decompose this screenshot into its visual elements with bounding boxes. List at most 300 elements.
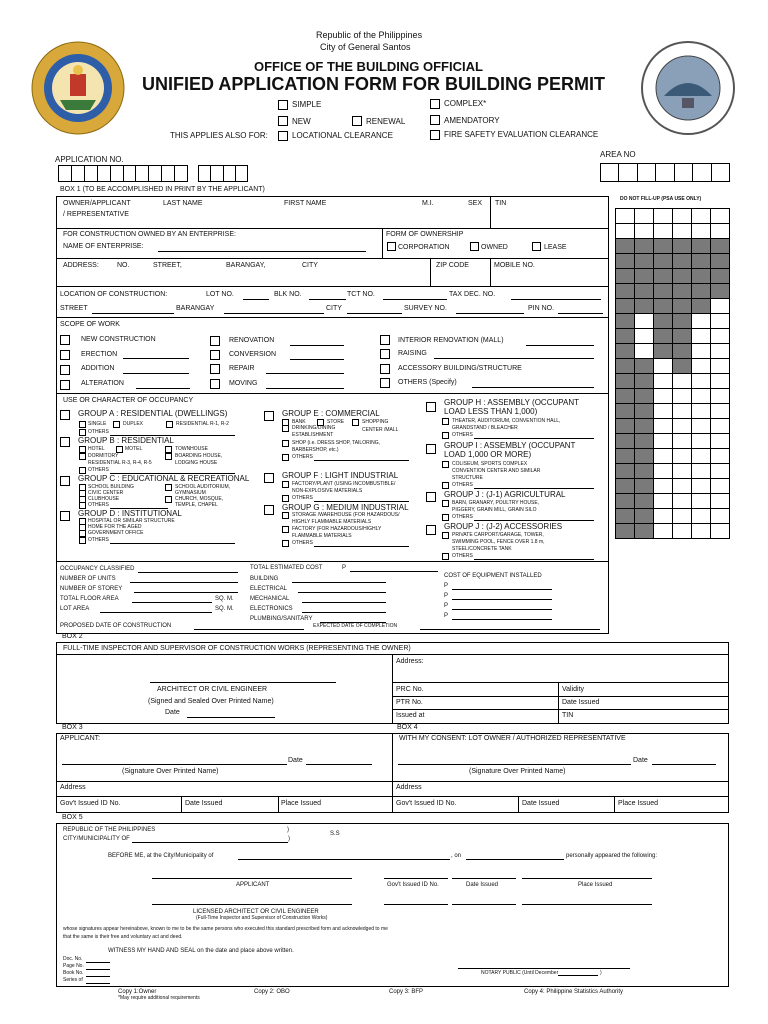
addition-checkbox[interactable]: [60, 365, 70, 375]
box4-place-issued-label: Place Issued: [618, 800, 659, 807]
duplex-checkbox[interactable]: [113, 421, 120, 428]
locational-checkbox[interactable]: [278, 131, 288, 141]
group-i-checkbox[interactable]: [426, 444, 436, 454]
theater-checkbox[interactable]: [442, 418, 449, 425]
copy-obo-label: Copy 2: OBO: [254, 989, 290, 995]
psa-grid-cell: [615, 523, 635, 539]
psa-grid-cell: [710, 358, 730, 374]
psa-grid-cell: [634, 253, 654, 269]
psa-grid-cell: [691, 388, 711, 404]
psa-grid-cell: [615, 358, 635, 374]
group-h-label-2: LOAD LESS THAN 1,000): [444, 407, 538, 416]
church-label: CHURCH, MOSQUE,: [175, 496, 224, 502]
new-construction-label: NEW CONSTRUCTION: [81, 336, 156, 343]
fire-checkbox[interactable]: [430, 130, 440, 140]
psa-grid-cell: [615, 373, 635, 389]
boarding-checkbox[interactable]: [165, 453, 172, 460]
psa-grid-cell: [691, 403, 711, 419]
psa-grid-cell: [710, 328, 730, 344]
psa-grid-cell: [634, 268, 654, 284]
alteration-checkbox[interactable]: [60, 380, 70, 390]
renewal-label: RENEWAL: [366, 117, 406, 126]
address-city-label: CITY: [302, 262, 318, 269]
psa-grid-cell: [710, 493, 730, 509]
tct-label: TCT NO.: [347, 291, 375, 298]
psa-grid-cell: [653, 298, 673, 314]
psa-grid-cell: [615, 283, 635, 299]
others-b-checkbox[interactable]: [79, 467, 86, 474]
witness-text: WITNESS MY HAND AND SEAL on the date and place above written.: [108, 948, 294, 954]
psa-grid-cell: [653, 373, 673, 389]
group-e-label: GROUP E : COMMERCIAL: [282, 409, 380, 418]
validity-label: Validity: [562, 686, 585, 693]
storey-label: NUMBER OF STOREY: [60, 586, 123, 592]
renewal-checkbox[interactable]: [352, 116, 362, 126]
gov-office-checkbox[interactable]: [79, 530, 86, 537]
interior-renovation-checkbox[interactable]: [380, 335, 390, 345]
simple-checkbox[interactable]: [278, 100, 288, 110]
shop-checkbox[interactable]: [282, 440, 289, 447]
nonexplosive-label: NON-EXPLOSIVE MATERIALS: [292, 488, 363, 494]
psa-grid-cell: [691, 283, 711, 299]
appeared-label: personally appeared the following:: [566, 853, 658, 859]
paren-2: ): [288, 836, 290, 842]
hotel-label: HOTEL: [88, 446, 105, 452]
psa-grid-cell: [615, 463, 635, 479]
psa-grid-cell: [634, 208, 654, 224]
factory-f-checkbox[interactable]: [282, 481, 289, 488]
issued-at-label: Issued at: [396, 712, 425, 719]
licensed-label: LICENSED ARCHITECT OR CIVIL ENGINEER: [193, 909, 319, 915]
first-name-label: FIRST NAME: [284, 200, 327, 207]
area-no-label: AREA NO: [600, 150, 636, 159]
psa-grid-cell: [615, 448, 635, 464]
townhouse-checkbox[interactable]: [165, 446, 172, 453]
psa-grid-cell: [691, 208, 711, 224]
coliseum-checkbox[interactable]: [442, 461, 449, 468]
psa-grid-cell: [653, 478, 673, 494]
storage-checkbox[interactable]: [282, 512, 289, 519]
amendatory-label: AMENDATORY: [444, 116, 500, 125]
psa-grid-cell: [615, 418, 635, 434]
repair-checkbox[interactable]: [210, 364, 220, 374]
group-e-checkbox[interactable]: [264, 411, 274, 421]
group-j2-checkbox[interactable]: [426, 525, 436, 535]
psa-grid-cell: [710, 523, 730, 539]
duplex-label: DUPLEX: [123, 421, 144, 427]
psa-grid-cell: [615, 268, 635, 284]
occupancy-title: USE OR CHARACTER OF OCCUPANCY: [63, 397, 194, 404]
box3-title: BOX 3: [62, 724, 83, 731]
psa-grid-cell: [710, 283, 730, 299]
others-c-label: OTHERS: [88, 502, 109, 508]
page-no-label: Page No.: [63, 963, 84, 969]
box2-header: FULL-TIME INSPECTOR AND SUPERVISOR OF CONSTRUCTION WORKS (REPRESENTING THE OWNER): [63, 645, 411, 652]
psa-grid-cell: [691, 328, 711, 344]
box5-applicant-label: APPLICANT: [236, 882, 270, 888]
ptr-label: PTR No.: [396, 699, 423, 706]
others-b-label: OTHERS: [88, 467, 109, 473]
group-d-checkbox[interactable]: [60, 511, 70, 521]
erection-label: ERECTION: [81, 351, 118, 358]
owned-checkbox[interactable]: [470, 242, 479, 251]
on-label: , on: [451, 853, 462, 859]
psa-grid-cell: [710, 238, 730, 254]
psa-grid-cell: [615, 298, 635, 314]
psa-grid-cell: [615, 208, 635, 224]
psa-grid-cell: [634, 508, 654, 524]
psa-grid-cell: [710, 463, 730, 479]
city-seal-left: [30, 40, 126, 136]
locational-label: LOCATIONAL CLEARANCE: [292, 131, 393, 140]
group-g-checkbox[interactable]: [264, 505, 274, 515]
others-f-label: OTHERS: [292, 495, 313, 501]
lease-label: LEASE: [544, 244, 567, 251]
conversion-checkbox[interactable]: [210, 350, 220, 360]
psa-grid-cell: [634, 448, 654, 464]
group-c-checkbox[interactable]: [60, 476, 70, 486]
enterprise-question: FOR CONSTRUCTION OWNED BY AN ENTERPRISE:: [63, 231, 236, 238]
box5-date-issued-label: Date Issued: [466, 882, 499, 888]
psa-grid-cell: [634, 298, 654, 314]
hotel-checkbox[interactable]: [79, 446, 86, 453]
ownership-label: FORM OF OWNERSHIP: [386, 231, 464, 238]
psa-grid-cell: [634, 418, 654, 434]
psa-grid-cell: [634, 433, 654, 449]
psa-grid-cell: [653, 313, 673, 329]
copy-bfp-label: Copy 3: BFP: [389, 989, 424, 995]
psa-grid-cell: [691, 268, 711, 284]
form-title: UNIFIED APPLICATION FORM FOR BUILDING PERMIT: [142, 74, 605, 94]
city2-label: CITY: [326, 305, 342, 312]
complex-checkbox[interactable]: [430, 99, 440, 109]
amendatory-checkbox[interactable]: [430, 115, 440, 125]
dormitory-checkbox[interactable]: [79, 453, 86, 460]
psa-grid-cell: [672, 358, 692, 374]
shopping-label: SHOPPING: [362, 419, 389, 425]
last-name-label: LAST NAME: [163, 200, 203, 207]
psa-grid-cell: [634, 328, 654, 344]
fire-label: FIRE SAFETY EVALUATION CLEARANCE: [444, 130, 599, 139]
units-label: NUMBER OF UNITS: [60, 576, 116, 582]
church-checkbox[interactable]: [165, 496, 172, 503]
motel-label: MOTEL: [125, 446, 143, 452]
psa-grid-cell: [634, 373, 654, 389]
survey-label: SURVEY NO.: [404, 305, 447, 312]
office-title: OFFICE OF THE BUILDING OFFICIAL: [254, 59, 483, 74]
others-scope-label: OTHERS (Specify): [398, 379, 457, 386]
psa-grid-cell: [691, 253, 711, 269]
psa-grid-cell: [672, 448, 692, 464]
psa-grid-cell: [710, 403, 730, 419]
pin-label: PIN NO.: [528, 305, 555, 312]
application-no-label: APPLICATION NO.: [55, 155, 124, 164]
paren-1: ): [287, 827, 289, 833]
others-g-checkbox[interactable]: [282, 540, 289, 547]
res-r1-label: RESIDENTIAL R-1, R-2: [176, 421, 229, 427]
notary-label: NOTARY PUBLIC (Until December: [481, 970, 559, 976]
others-e-label: OTHERS: [292, 454, 313, 460]
group-j1-checkbox[interactable]: [426, 492, 436, 502]
doc-no-label: Doc. No.: [63, 956, 83, 962]
temple-label: TEMPLE, CHAPEL: [175, 502, 218, 508]
equip-p2: P: [444, 593, 449, 599]
psa-grid-cell: [615, 223, 635, 239]
others-e-checkbox[interactable]: [282, 454, 289, 461]
psa-grid-cell: [691, 493, 711, 509]
corporation-checkbox[interactable]: [387, 242, 396, 251]
repair-label: REPAIR: [229, 365, 255, 372]
building-cost-label: BUILDING: [250, 576, 279, 582]
electrical-cost-label: ELECTRICAL: [250, 586, 288, 592]
barangay2-label: BARANGAY: [176, 305, 215, 312]
townhouse-label: TOWNHOUSE: [175, 446, 208, 452]
accessory-label: ACCESSORY BUILDING/STRUCTURE: [398, 365, 522, 372]
moving-checkbox[interactable]: [210, 379, 220, 389]
psa-grid-cell: [615, 343, 635, 359]
sex-label: SEX: [468, 200, 483, 207]
res-r1-checkbox[interactable]: [166, 421, 173, 428]
psa-grid-cell: [672, 388, 692, 404]
psa-grid-cell: [710, 313, 730, 329]
psa-grid-cell: [653, 508, 673, 524]
group-j2-label: GROUP J : (J-2) ACCESSORIES: [444, 522, 563, 531]
lot-label: LOT NO.: [206, 291, 234, 298]
interior-renovation-label: INTERIOR RENOVATION (MALL): [398, 337, 504, 344]
application-no-boxes-2[interactable]: [198, 165, 248, 182]
psa-grid-cell: [634, 388, 654, 404]
psa-grid-cell: [672, 508, 692, 524]
owned-label: OWNED: [481, 244, 508, 251]
others-g-label: OTHERS: [292, 540, 313, 546]
mobile-label: MOBILE NO.: [494, 262, 535, 269]
new-checkbox[interactable]: [278, 116, 288, 126]
signed-sealed-label: (Signed and Sealed Over Printed Name): [148, 698, 274, 705]
obo-seal-right: [640, 40, 736, 136]
psa-grid-cell: [615, 403, 635, 419]
equip-p3: P: [444, 603, 449, 609]
address-label: ADDRESS:: [63, 262, 99, 269]
others-j2-checkbox[interactable]: [442, 553, 449, 560]
zip-label: ZIP CODE: [436, 262, 469, 269]
psa-grid-cell: [653, 283, 673, 299]
box5-city: CITY/MUNICIPALITY OF: [63, 836, 130, 842]
architect-label: ARCHITECT OR CIVIL ENGINEER: [157, 686, 268, 693]
lease-checkbox[interactable]: [532, 242, 541, 251]
others-c-checkbox[interactable]: [79, 502, 86, 509]
others-i-checkbox[interactable]: [442, 482, 449, 489]
carport-checkbox[interactable]: [442, 532, 449, 539]
psa-grid-cell: [710, 223, 730, 239]
total-cost-p: P: [342, 565, 347, 571]
single-checkbox[interactable]: [79, 421, 86, 428]
raising-label: RAISING: [398, 350, 427, 357]
auditorium-checkbox[interactable]: [165, 484, 172, 491]
piggery-label: PIGGERY, GRAIN MILL, GRAIN SILO: [452, 507, 537, 513]
others-a-checkbox[interactable]: [79, 429, 86, 436]
psa-grid-cell: [672, 343, 692, 359]
proposed-date-label: PROPOSED DATE OF CONSTRUCTION: [60, 623, 172, 629]
expected-date-label: EXPECTED DATE OF COMPLETION: [313, 623, 398, 629]
box4-address-label: Address: [396, 784, 422, 791]
gov-office-label: GOVERNMENT OFFICE: [88, 530, 144, 536]
psa-grid-cell: [615, 433, 635, 449]
group-g-label: GROUP G : MEDIUM INDUSTRIAL: [282, 503, 409, 512]
barn-checkbox[interactable]: [442, 500, 449, 507]
box4-date-issued-label: Date Issued: [522, 800, 560, 807]
whose-text: whose signatures appear hereinabove, known to me to be the same persons who executed this standard prescribed form and acknowledged to me: [63, 926, 388, 932]
others-h-label: OTHERS: [452, 432, 473, 438]
motel-checkbox[interactable]: [116, 446, 123, 453]
box2-address-label: Address:: [396, 658, 424, 665]
lodging-label: LODGING HOUSE: [175, 460, 218, 466]
psa-grid-cell: [653, 418, 673, 434]
carport-label: PRIVATE CARPORT/GARAGE, TOWER,: [452, 532, 544, 538]
psa-grid-cell: [710, 268, 730, 284]
notary-paren: ): [600, 970, 602, 976]
new-construction-checkbox[interactable]: [60, 335, 70, 345]
others-d-label: OTHERS: [88, 537, 109, 543]
psa-grid-cell: [672, 493, 692, 509]
psa-grid-cell: [615, 508, 635, 524]
psa-grid-cell: [634, 238, 654, 254]
box3-date-issued-label: Date Issued: [185, 800, 223, 807]
box5-title: BOX 5: [62, 814, 83, 821]
others-a-label: OTHERS: [88, 429, 109, 435]
psa-grid-cell: [615, 328, 635, 344]
bank-label: BANK: [292, 419, 306, 425]
box2-title: BOX 2: [62, 633, 83, 640]
psa-grid-cell: [691, 523, 711, 539]
psa-grid-cell: [710, 388, 730, 404]
others-f-checkbox[interactable]: [282, 495, 289, 502]
psa-grid-cell: [672, 373, 692, 389]
others-j1-checkbox[interactable]: [442, 514, 449, 521]
conversion-label: CONVERSION: [229, 351, 277, 358]
psa-grid-cell: [653, 433, 673, 449]
area-no-boxes[interactable]: [600, 163, 730, 182]
others-scope-checkbox[interactable]: [380, 378, 390, 388]
erection-checkbox[interactable]: [60, 350, 70, 360]
psa-grid-cell: [653, 493, 673, 509]
others-d-checkbox[interactable]: [79, 537, 86, 544]
shopping-checkbox[interactable]: [352, 419, 359, 426]
psa-grid-cell: [672, 223, 692, 239]
copy-psa-label: Copy 4: Philippine Statistics Authority: [524, 989, 624, 995]
street2-label: STREET: [60, 305, 88, 312]
grandstand-label: GRANDSTAND / BLEACHER: [452, 425, 518, 431]
box5-govt-id-label: Gov't Issued ID No.: [387, 882, 439, 888]
equipment-label: COST OF EQUIPMENT INSTALLED: [444, 573, 542, 579]
psa-grid-cell: [691, 373, 711, 389]
psa-grid: [615, 208, 729, 538]
dining-label: DRINKING/DINING: [292, 425, 336, 431]
aged-label: HOME FOR THE AGED: [88, 524, 142, 530]
psa-grid-cell: [672, 433, 692, 449]
moving-label: MOVING: [229, 380, 258, 387]
psa-grid-cell: [653, 403, 673, 419]
psa-grid-cell: [653, 208, 673, 224]
group-h-checkbox[interactable]: [426, 402, 436, 412]
factory-g-label: FACTORY (FOR HAZARDOUS/HIGHLY: [292, 526, 382, 532]
applicant-label: APPLICANT:: [60, 735, 101, 742]
loc-construction-label: LOCATION OF CONSTRUCTION:: [60, 291, 168, 298]
factory-f-label: FACTORY/PLANT (USING INCOMBUSTIBLE/: [292, 481, 396, 487]
group-j1-label: GROUP J : (J-1) AGRICULTURAL: [444, 490, 566, 499]
psa-grid-cell: [634, 523, 654, 539]
barber-label: BARBERSHOP, etc.): [292, 447, 339, 453]
psa-grid-cell: [672, 208, 692, 224]
floor-sqm-label: SQ. M.: [215, 596, 234, 602]
psa-grid-cell: [672, 298, 692, 314]
factory-g-checkbox[interactable]: [282, 526, 289, 533]
group-a-checkbox[interactable]: [60, 410, 70, 420]
psa-grid-cell: [710, 508, 730, 524]
box5-frame: [56, 823, 729, 987]
tax-dec-label: TAX DEC. NO.: [449, 291, 496, 298]
psa-grid-cell: [710, 373, 730, 389]
storage-label: STORAGE /WAREHOUSE (FOR HAZARDOUS/: [292, 512, 400, 518]
others-j2-label: OTHERS: [452, 553, 473, 559]
psa-grid-cell: [710, 433, 730, 449]
school-label: SCHOOL BUILDING: [88, 484, 134, 490]
psa-grid-cell: [653, 448, 673, 464]
psa-grid-cell: [634, 343, 654, 359]
psa-grid-cell: [691, 463, 711, 479]
that-text: that the same is their free and voluntary act and deed.: [63, 934, 183, 940]
psa-grid-cell: [653, 343, 673, 359]
others-h-checkbox[interactable]: [442, 432, 449, 439]
application-no-boxes[interactable]: [58, 165, 188, 182]
psa-grid-cell: [634, 478, 654, 494]
psa-grid-cell: [672, 478, 692, 494]
theater-label: THEATER, AUDITORIUM, CONVENTION HALL,: [452, 418, 561, 424]
psa-grid-cell: [710, 253, 730, 269]
psa-grid-cell: [672, 283, 692, 299]
box3-date-label: Date: [288, 757, 303, 764]
psa-grid-cell: [710, 208, 730, 224]
psa-grid-cell: [615, 253, 635, 269]
psa-grid-cell: [672, 238, 692, 254]
psa-grid-cell: [691, 478, 711, 494]
renovation-checkbox[interactable]: [210, 336, 220, 346]
psa-grid-cell: [691, 313, 711, 329]
psa-grid-cell: [634, 358, 654, 374]
psa-grid-cell: [634, 403, 654, 419]
raising-checkbox[interactable]: [380, 349, 390, 359]
addition-label: ADDITION: [81, 365, 115, 372]
mi-label: M.I.: [422, 200, 434, 207]
before-me-label: BEFORE ME, at the City/Municipality of: [108, 853, 214, 859]
group-b-checkbox[interactable]: [60, 437, 70, 447]
group-f-checkbox[interactable]: [264, 473, 274, 483]
series-label: Series of: [63, 977, 83, 983]
address-no-label: NO.: [117, 262, 130, 269]
may-require-label: *May require additional requirements: [118, 995, 200, 1001]
group-d-label: GROUP D : INSTITUTIONAL: [78, 509, 182, 518]
psa-grid-cell: [710, 418, 730, 434]
psa-grid-cell: [615, 313, 635, 329]
dining-checkbox[interactable]: [282, 425, 289, 432]
psa-grid-cell: [615, 478, 635, 494]
psa-grid-cell: [672, 463, 692, 479]
box4-title: BOX 4: [397, 724, 418, 731]
group-i-label-2: LOAD 1,000 OR MORE): [444, 450, 532, 459]
box1-title: BOX 1 (TO BE ACCOMPLISHED IN PRINT BY THE APPLICANT): [60, 186, 265, 193]
republic-label: Republic of the Philippines: [316, 30, 423, 40]
accessory-checkbox[interactable]: [380, 364, 390, 374]
new-label: NEW: [292, 117, 311, 126]
